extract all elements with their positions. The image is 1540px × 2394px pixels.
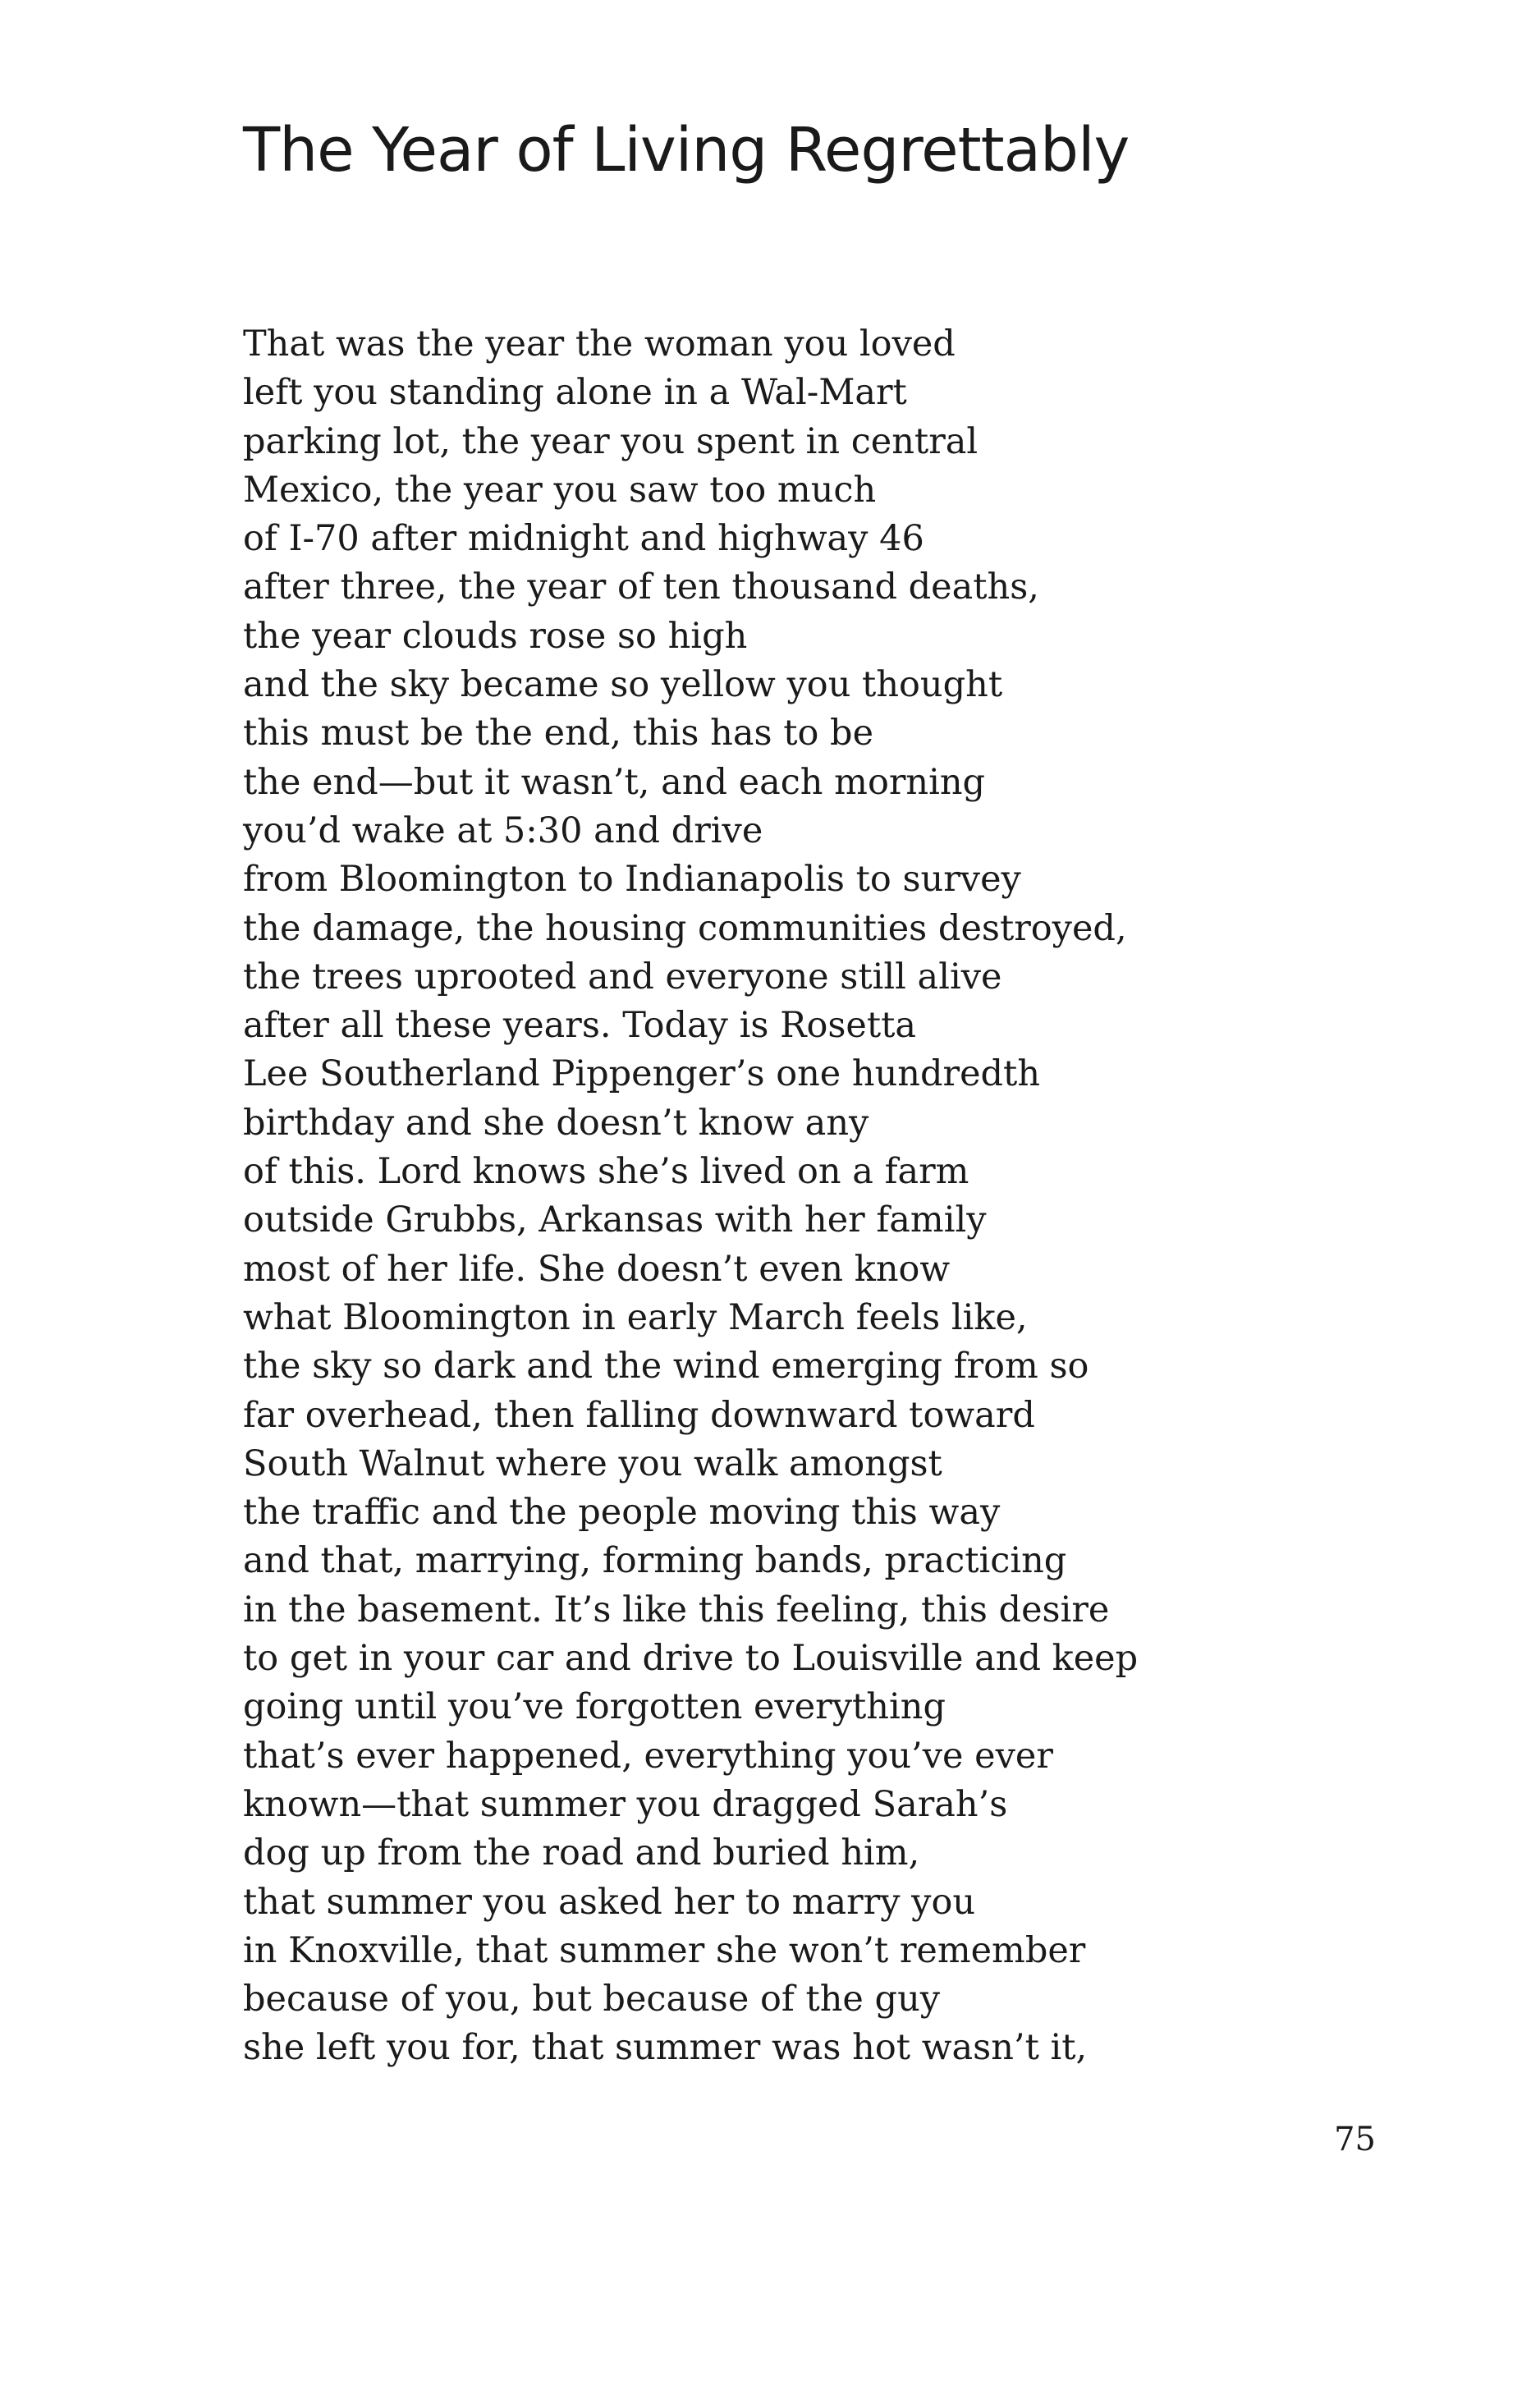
poem-line: after all these years. Today is Rosetta [243,1005,917,1047]
poem-line: in the basement. It’s like this feeling, this desire [243,1589,1110,1630]
poem-line: the damage, the housing communities destroyed, [243,907,1127,949]
poem-line: she left you for, that summer was hot wasn’t it, [243,2027,1088,2069]
poem-line: what Bloomington in early March feels like, [243,1296,1028,1338]
poem-line: the traffic and the people moving this way [243,1492,1001,1534]
poem-line: and the sky became so yellow you thought [243,664,1003,706]
poem-line: parking lot, the year you spent in central [243,420,979,462]
poem-line: and that, marrying, forming bands, practicing [243,1540,1067,1582]
poem-line: left you standing alone in a Wal-Mart [243,372,907,414]
poem-line: that’s ever happened, everything you’ve ever [243,1735,1053,1777]
poem-line: That was the year the woman you loved [243,323,956,365]
poem-line: known—that summer you dragged Sarah’s [243,1783,1008,1825]
poem-line: going until you’ve forgotten everything [243,1686,946,1728]
poem-line: you’d wake at 5:30 and drive [243,809,763,851]
poem-line: Lee Southerland Pippenger’s one hundredth [243,1053,1041,1095]
poem-line: to get in your car and drive to Louisville and keep [243,1638,1139,1680]
poem-line: this must be the end, this has to be [243,713,874,754]
poem-line: of I-70 after midnight and highway 46 [243,518,924,560]
poem-line: of this. Lord knows she’s lived on a farm [243,1151,969,1193]
page-number: 75 [1334,2121,1376,2158]
poem-line: the sky so dark and the wind emerging from so [243,1346,1089,1387]
poem-line: the trees uprooted and everyone still alive [243,956,1002,998]
poem-line: in Knoxville, that summer she won’t remember [243,1929,1086,1971]
poem-line: most of her life. She doesn’t even know [243,1248,951,1290]
poem-line: far overhead, then falling downward toward [243,1394,1035,1436]
poem-line: because of you, but because of the guy [243,1979,941,2020]
poem-body [243,320,1392,2073]
poem-line: Mexico, the year you saw too much [243,469,877,511]
poem-line: birthday and she doesn’t know any [243,1102,869,1144]
poem-line: the end—but it wasn’t, and each morning [243,761,986,803]
poem-title: The Year of Living Regrettably [243,115,1130,186]
poem-line: after three, the year of ten thousand deaths, [243,566,1039,608]
poem-line: that summer you asked her to marry you [243,1881,976,1923]
poem-line: outside Grubbs, Arkansas with her family [243,1199,987,1241]
poem-line: South Walnut where you walk amongst [243,1442,942,1484]
poem-line: dog up from the road and buried him, [243,1832,920,1874]
poem-line: the year clouds rose so high [243,615,748,657]
poem-line: from Bloomington to Indianapolis to survey [243,859,1021,901]
